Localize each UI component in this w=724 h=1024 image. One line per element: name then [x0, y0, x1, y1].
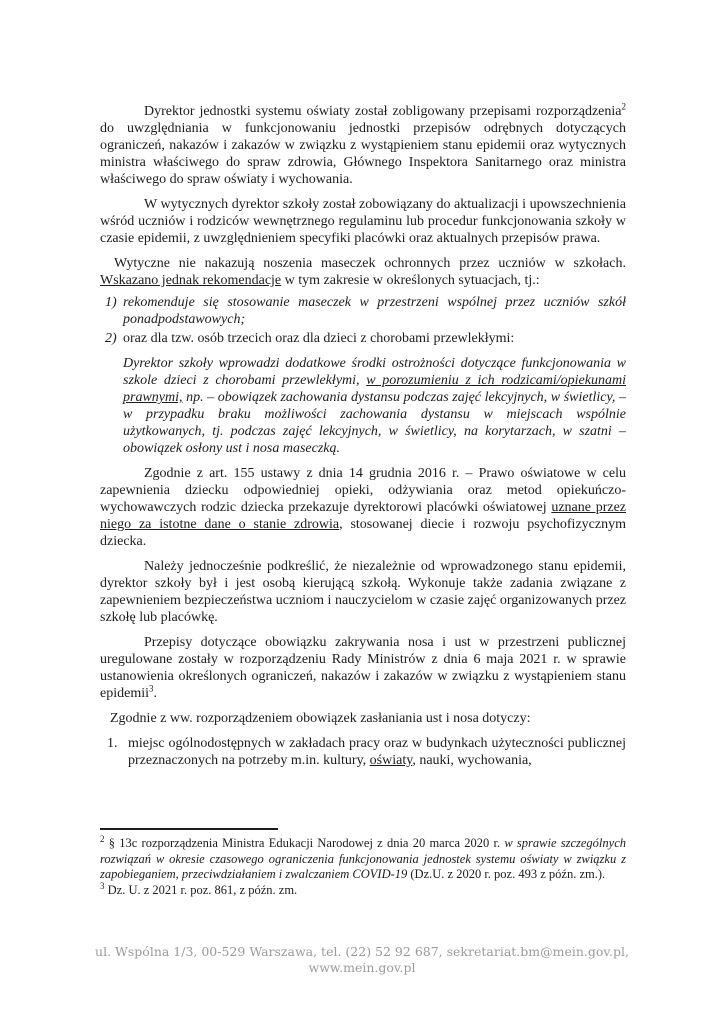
paragraph-public-space-rules [100, 634, 626, 702]
text-run: Dz. U. z 2021 r. poz. 861, z późn. zm. [104, 882, 298, 897]
footnote-2 [100, 833, 626, 883]
list-item-recommendation-2 [100, 330, 626, 347]
text-run: Zgodnie z art. 155 ustawy z dnia 14 grudnia 2016 r. – Prawo oświatowe w celu zapewnienia dziecku odpowiedniej opieki, odżywiania oraz metod opiekuńczo-wychowawczych rodzic dziecka przekazuje dyrektorowi placówki oświatowej [100, 466, 626, 515]
text-run: (Dz.U. z 2020 r. poz. 493 z późn. zm.). [407, 867, 606, 881]
footnote-separator [100, 828, 278, 830]
text-run: § 13c rozporządzenia Ministra Edukacji Narodowej z dnia 20 marca 2020 r. [104, 836, 505, 850]
list-marker: 1) [105, 295, 117, 310]
footer-website: www.mein.gov.pl [308, 960, 416, 975]
text-run: . [153, 686, 157, 701]
list-item-text: rekomenduje się stosowanie maseczek w przestrzeni wspólnej przez uczniów szkół ponadpodstawowych; [123, 295, 626, 327]
list-marker: 2) [105, 331, 117, 346]
paragraph-art-155 [100, 465, 626, 550]
text-run: Wytyczne nie nakazują noszenia maseczek ochronnych przez uczniów w szkołach. [114, 256, 626, 271]
text-run: Dyrektor jednostki systemu oświaty został zobligowany przepisami rozporządzenia [144, 104, 622, 119]
text-run: np. – obowiązek zachowania dystansu podczas zajęć lekcyjnych, w świetlicy, – w przypadku braku możliwości zachowania dystansu w miejscach wspólnie użytkowanych, tj. podczas zajęć lekcyjnych, w świetlicy, na korytarzach, w szatni – obowiązek osłony ust i nosa maseczką. [123, 390, 626, 456]
paragraph-director-role: Należy jednocześnie podkreślić, że niezależnie od wprowadzonego stanu epidemii, dyrektor szkoły był i jest osobą kierującą szkołą. Wykonuje także zadania związane z zapewnieniem bezpieczeństwa uczniom i nauczycielom w czasie zajęć organizowanych przez szkołę lub placówkę. [100, 559, 626, 625]
footnotes-section [100, 828, 626, 898]
list-item-recommendation-1 [100, 294, 626, 328]
document-body [100, 103, 626, 771]
underlined-text: w porozumieniu z ich rodzicami/opiekunami prawnymi, [123, 373, 626, 405]
list-item-text: oraz dla tzw. osób trzecich oraz dla dzieci z chorobami przewlekłymi: [123, 331, 515, 346]
text-run: miejsc ogólnodostępnych w zakładach pracy oraz w budynkach użyteczności publicznej przeznaczonych na potrzeby m.in. kultury, [128, 736, 626, 768]
footnote-ref-3: 3 [149, 683, 154, 694]
underlined-text: Wskazano jednak rekomendacje [100, 273, 282, 288]
text-run: do uwzględniania w funkcjonowaniu jednostki przepisów odrębnych dotyczących ograniczeń, nakazów i zakazów w związku z wystąpieniem stanu epidemii oraz wytycznych ministra właściwego do spraw zdrowia, Głównego Inspektora Sanitarnego oraz ministra właściwego do spraw oświaty i wychowania. [100, 121, 626, 187]
footnote-marker: 3 [100, 880, 105, 891]
footer-address: ul. Wspólna 1/3, 00-529 Warszawa, tel. (22) 52 92 687, sekretariat.bm@mein.gov.pl, [95, 944, 629, 959]
list-item-public-places [100, 735, 626, 769]
paragraph-quote-chronic-illness [123, 355, 626, 457]
paragraph-masks-recommendation [100, 255, 626, 289]
underlined-text: oświaty [369, 753, 413, 768]
text-run: , nauki, wychowania, [412, 753, 532, 768]
italic-text: w sprawie szczególnych rozwiązań w okresie czasowego ograniczenia funkcjonowania jednostek systemu oświaty w związku z zapobieganiem, przeciwdziałaniem i zwalczaniem COVID-19 [100, 836, 626, 881]
list-item-text [128, 735, 626, 769]
text-run: w tym zakresie w określonych sytuacjach, tj.: [281, 273, 540, 288]
text-run: Dyrektor szkoły wprowadzi dodatkowe środki ostrożności dotyczące funkcjonowania w szkole dzieci z chorobami przewlekłymi, [123, 356, 626, 388]
footnote-marker: 2 [100, 833, 105, 844]
footnote-ref-2: 2 [621, 101, 626, 112]
paragraph-director-obligations [100, 103, 626, 188]
text-run: , stosowanej diecie i rozwoju psychofizycznym dziecka. [100, 517, 626, 549]
page-footer [0, 944, 724, 976]
underlined-text: uznane przez niego za istotne dane o stanie zdrowia [100, 500, 626, 532]
list-marker: 1. [107, 736, 118, 751]
text-run: Przepisy dotyczące obowiązku zakrywania nosa i ust w przestrzeni publicznej uregulowane zostały w rozporządzeniu Rady Ministrów z dnia 6 maja 2021 r. w sprawie ustanowienia określonych ograniczeń, nakazów i zakazów w związku z wystąpieniem stanu epidemii [100, 635, 626, 701]
paragraph-guidelines-duty: W wytycznych dyrektor szkoły został zobowiązany do aktualizacji i upowszechnienia wśród uczniów i rodziców wewnętrznego regulaminu lub procedur funkcjonowania szkoły w czasie epidemii, z uwzględnieniem specyfiki placówki oraz aktualnych przepisów prawa. [100, 197, 626, 246]
footnote-3 [100, 880, 626, 899]
paragraph-mask-obligation-intro: Zgodnie z ww. rozporządzeniem obowiązek zasłaniania ust i nosa dotyczy: [110, 711, 531, 726]
